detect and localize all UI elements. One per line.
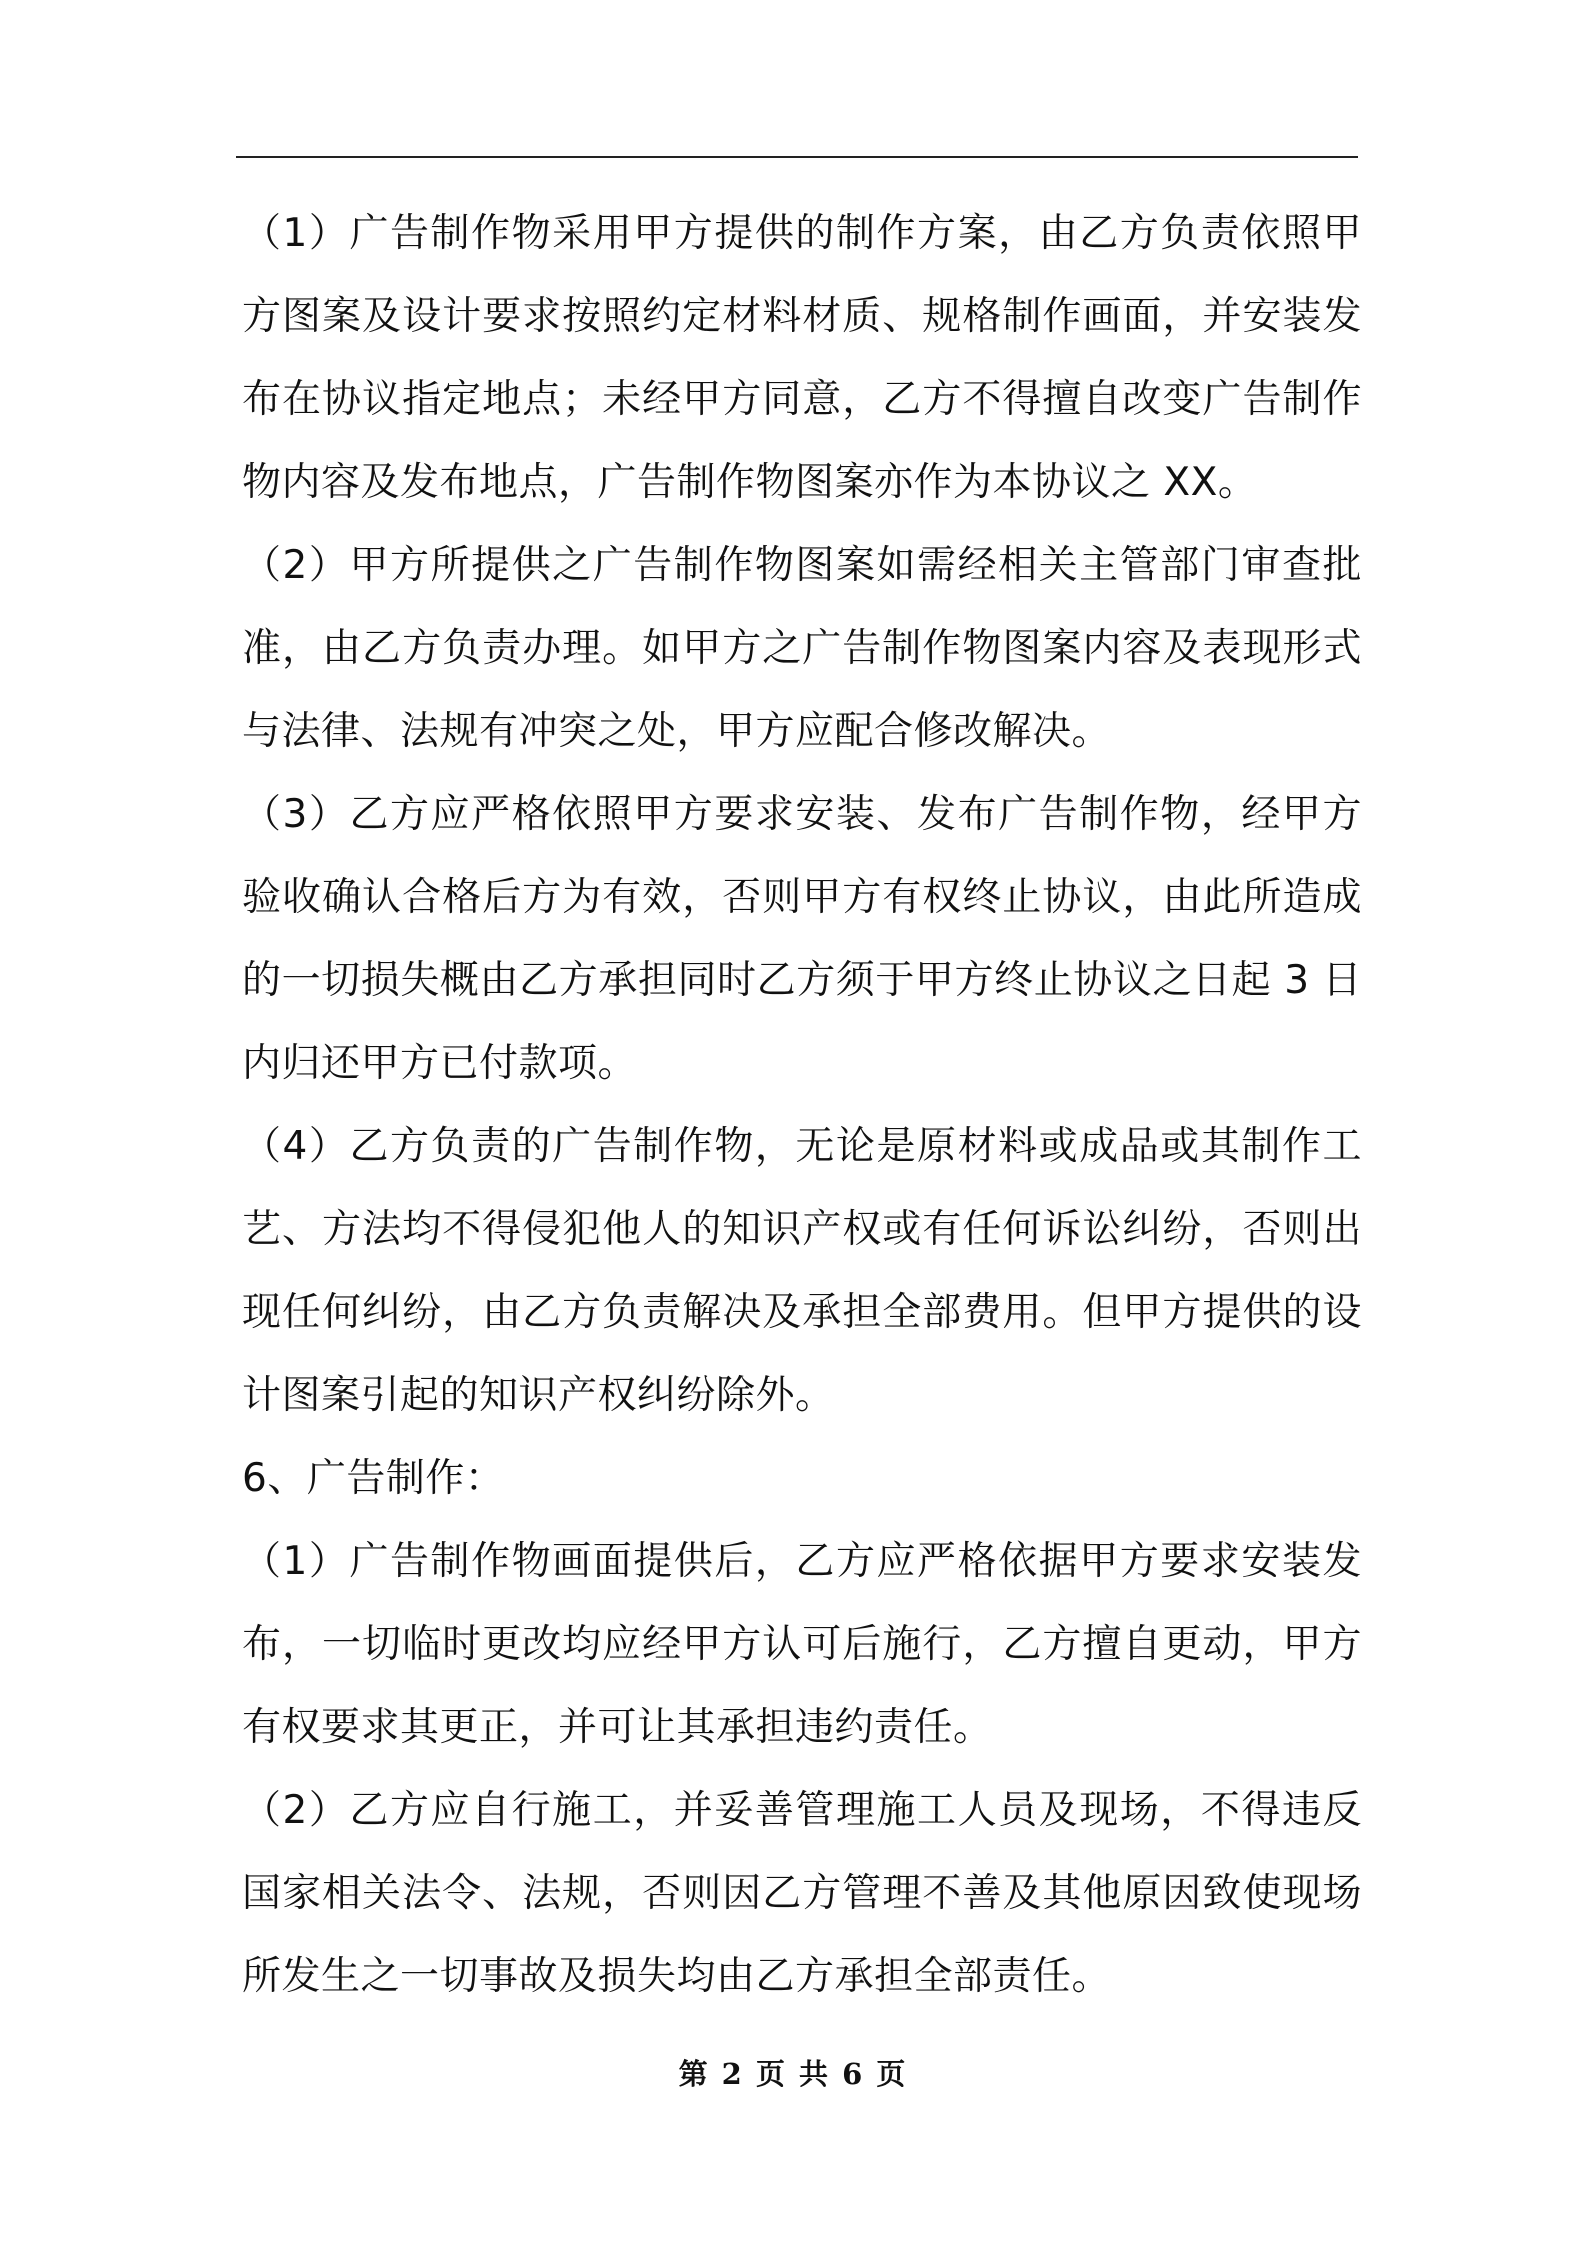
page-footer: [0, 2052, 1586, 2093]
header-rule: [236, 156, 1358, 158]
section-heading-6: 6、广告制作：: [242, 1456, 505, 1501]
paragraph-6-2: （2）乙方应自行施工，并妥善管理施工人员及现场，不得违反国家相关法令、法规，否则因乙方管理不善及其他原因致使现场所发生之一切事故及损失均由乙方承担全部责任。: [242, 1788, 1362, 1999]
paragraph-1-1: （1）广告制作物采用甲方提供的制作方案，由乙方负责依照甲方图案及设计要求按照约定材料材质、规格制作画面，并安装发布在协议指定地点；未经甲方同意，乙方不得擅自改变广告制作物内容及发布地点，广告制作物图案亦作为本协议之 XX。: [242, 211, 1362, 505]
document-body: [242, 192, 1362, 2018]
paragraph-1-2: （2）甲方所提供之广告制作物图案如需经相关主管部门审查批准，由乙方负责办理。如甲方之广告制作物图案内容及表现形式与法律、法规有冲突之处，甲方应配合修改解决。: [242, 543, 1362, 754]
paragraph-1-3: （3）乙方应严格依照甲方要求安装、发布广告制作物，经甲方验收确认合格后方为有效，否则甲方有权终止协议，由此所造成的一切损失概由乙方承担同时乙方须于甲方终止协议之日起 3 日内归还甲方已付款项。: [242, 792, 1362, 1086]
paragraph-1-4: （4）乙方负责的广告制作物，无论是原材料或成品或其制作工艺、方法均不得侵犯他人的知识产权或有任何诉讼纠纷，否则出现任何纠纷，由乙方负责解决及承担全部费用。但甲方提供的设计图案引起的知识产权纠纷除外。: [242, 1124, 1362, 1418]
paragraph-6-1: （1）广告制作物画面提供后，乙方应严格依据甲方要求安装发布，一切临时更改均应经甲方认可后施行，乙方擅自更动，甲方有权要求其更正，并可让其承担违约责任。: [242, 1539, 1362, 1750]
page-number: 第 2 页 共 6 页: [678, 2057, 908, 2091]
